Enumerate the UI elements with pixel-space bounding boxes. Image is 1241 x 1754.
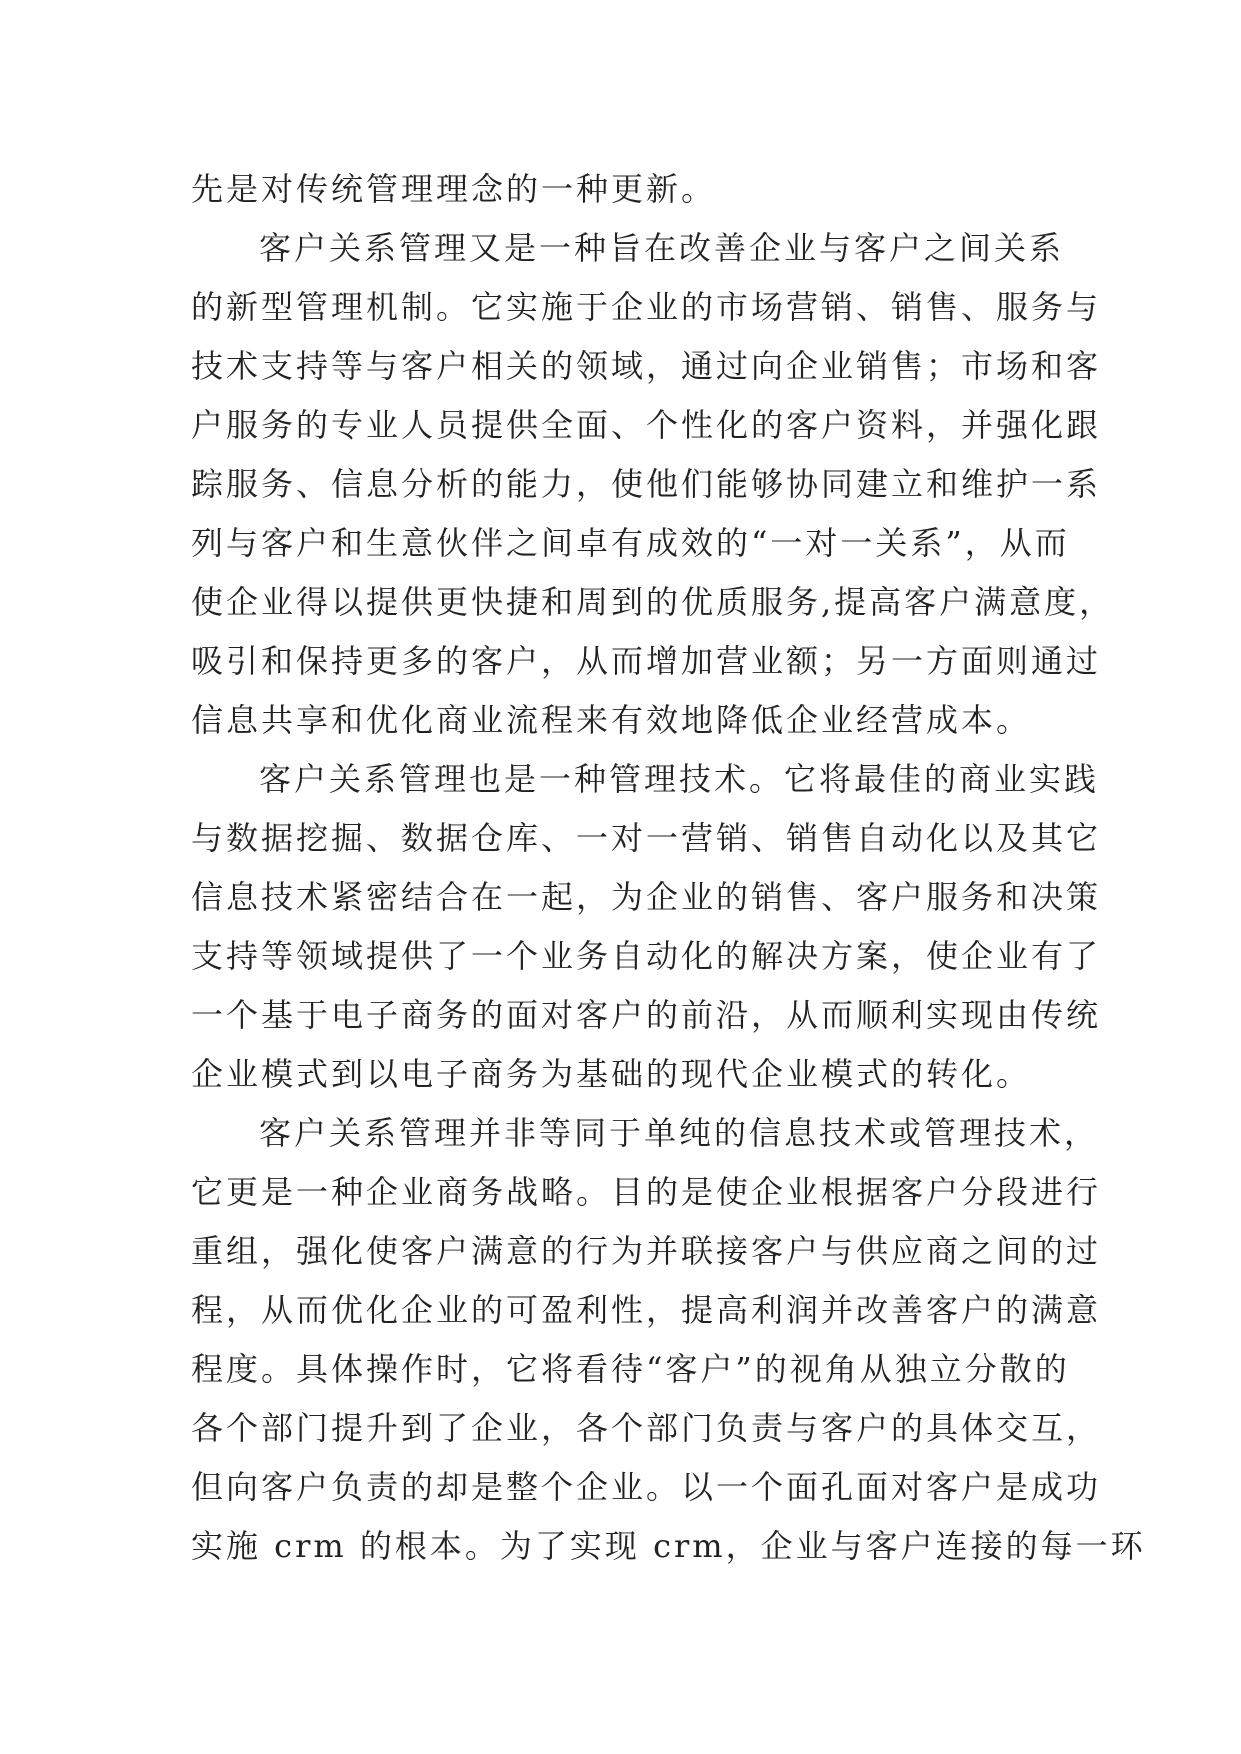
paragraph-first-line: 客户关系管理也是一种管理技术。它将最佳的商业实践	[259, 760, 1100, 798]
text-line: 吸引和保持更多的客户，从而增加营业额；另一方面则通过	[191, 642, 1102, 680]
text-line: 的新型管理机制。它实施于企业的市场营销、销售、服务与	[191, 288, 1102, 326]
text-line: 列与客户和生意伙伴之间卓有成效的“一对一关系”，从而	[191, 524, 1070, 562]
text-line: 户服务的专业人员提供全面、个性化的客户资料，并强化跟	[191, 406, 1102, 444]
text-line: 踪服务、信息分析的能力，使他们能够协同建立和维护一系	[191, 465, 1102, 503]
text-line: 信息共享和优化商业流程来有效地降低企业经营成本。	[191, 701, 1032, 739]
text-line: 但向客户负责的却是整个企业。以一个面孔面对客户是成功	[191, 1468, 1102, 1506]
text-line: 技术支持等与客户相关的领域，通过向企业销售；市场和客	[191, 347, 1102, 385]
text-line: 它更是一种企业商务战略。目的是使企业根据客户分段进行	[191, 1173, 1102, 1211]
text-line: 程度。具体操作时，它将看待“客户”的视角从独立分散的	[191, 1350, 1070, 1388]
text-line: 重组，强化使客户满意的行为并联接客户与供应商之间的过	[191, 1232, 1102, 1270]
paragraph-first-line: 客户关系管理并非等同于单纯的信息技术或管理技术，	[259, 1114, 1100, 1152]
text-line: 一个基于电子商务的面对客户的前沿，从而顺利实现由传统	[191, 996, 1102, 1034]
text-line: 程，从而优化企业的可盈利性，提高利润并改善客户的满意	[191, 1291, 1102, 1329]
text-line: 与数据挖掘、数据仓库、一对一营销、销售自动化以及其它	[191, 819, 1102, 857]
body-text	[191, 160, 1146, 1576]
paragraph-first-line: 客户关系管理又是一种旨在改善企业与客户之间关系	[259, 229, 1065, 267]
text-line: 企业模式到以电子商务为基础的现代企业模式的转化。	[191, 1055, 1032, 1093]
text-line: 实施 crm 的根本。为了实现 crm，企业与客户连接的每一环	[191, 1527, 1146, 1565]
text-line: 使企业得以提供更快捷和周到的优质服务,提高客户满意度，	[191, 583, 1115, 621]
text-line: 先是对传统管理理念的一种更新。	[191, 170, 717, 208]
text-line: 信息技术紧密结合在一起，为企业的销售、客户服务和决策	[191, 878, 1102, 916]
text-line: 支持等领域提供了一个业务自动化的解决方案，使企业有了	[191, 937, 1102, 975]
text-line: 各个部门提升到了企业，各个部门负责与客户的具体交互，	[191, 1409, 1102, 1447]
